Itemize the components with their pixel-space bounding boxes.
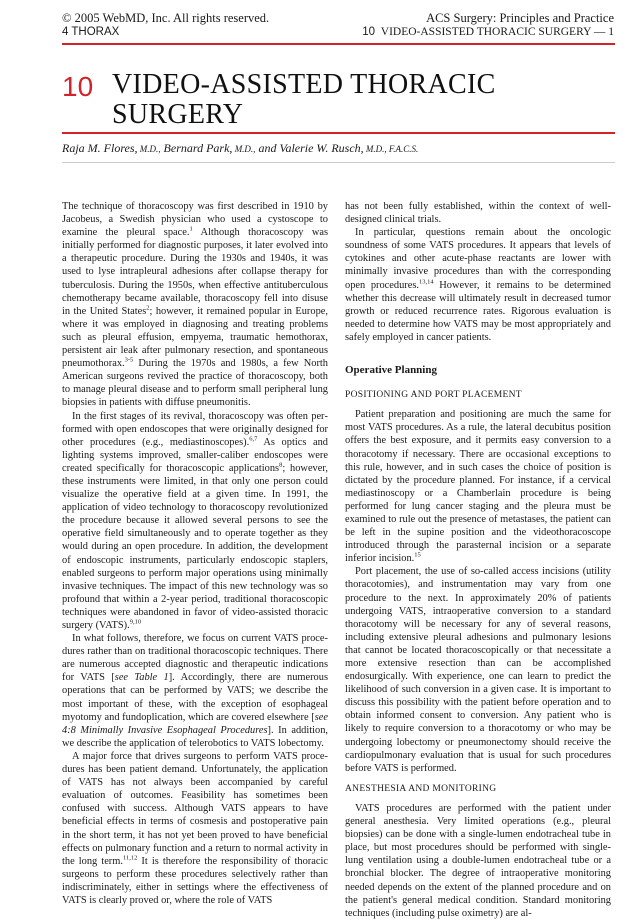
- book-title: ACS Surgery: Principles and Practice: [426, 11, 614, 25]
- paragraph: In what follows, therefore, we focus on current VATS procedures rather than on traditional thoracoscopic techniques. There are numerous accepted diagnostic and therapeutic indications for VATS [see Table 1]. Accordingly, there are numerous operations that can be performed by VATS; we describe the most important of these, with the exception of esophageal myotomy and fundoplication, which are covered elsewhere [see 4:8 Minimally Invasive Esophageal Procedures]. In addition, we describe the application of telerobotics to VATS lobectomy.: [62, 633, 328, 749]
- author-list: [62, 141, 418, 156]
- section-heading: Operative Planning: [345, 364, 437, 377]
- paragraph: VATS procedures are performed with the patient under general anesthesia. Very limited operations (e.g., pleural biopsies) can be done with a single-lumen endotracheal tube in place, but most procedures should be performed with single-lung ventilation using a double-lumen endotracheal tube or a bronchial blocker. The degree of intraoperative monitoring needed depends on the extent of the planned procedure and on the patient's general medical condition. Standard monitoring techniques (including pulse oximetry) are al-: [345, 802, 611, 919]
- chapter-reference[interactable]: see 4:8 Minimally Invasive Esophageal Procedures: [62, 711, 328, 736]
- author-name: Raja M. Flores,: [62, 141, 138, 155]
- author-degree: M.D.,: [232, 144, 256, 154]
- copyright-notice: © 2005 WebMD, Inc. All rights reserved.: [62, 11, 270, 25]
- running-chapter-title: VIDEO-ASSISTED THORACIC SURGERY — 1: [380, 26, 614, 38]
- title-rule: [62, 132, 615, 134]
- paragraph: Port placement, the use of so-called access incisions (utility thoracotomies), and instrumentation may vary from one procedure to the next. In approximately 20% of patients undergoing VATS, intraoperative conversion to a standard thoracotomy will be necessary for any of several reasons, including extensive pleural adhesions and pulmonary lesions that cannot be located thoracoscopically or that necessitate a more extensive resection than can be accomplished endosurgically. With experience, one can learn to predict the likelihood of such conversion in a given case. It is important to discuss this possibility with the patient before operation and to obtain informed consent to conversion. Any patient who is likely to require conversion to a thoracotomy or who may be undergoing lobectomy or pneumonectomy should receive the cardiopulmonary evaluation that is usual for such procedures before VATS is performed.: [345, 566, 611, 774]
- author-degree: M.D.,: [137, 144, 161, 154]
- left-column: [62, 200, 328, 907]
- running-header: [362, 25, 614, 40]
- header-rule: [62, 43, 615, 45]
- paragraph: has not been fully established, within the context of well-designed clinical trials.: [345, 201, 611, 226]
- subsection-heading: ANESTHESIA AND MONITORING: [345, 783, 497, 794]
- paragraph: In the first stages of its revival, thoracoscopy was often performed with open endoscopes that were originally designed for other procedures (e.g., mediastinoscopes).$^{6,7}$ As optics and lighting systems improved, smaller-caliber endoscopes were created specifically for thoracoscopic applications$^8$; however, these instruments were limited, in that only one person could visualize the operative field at a given time. In 1991, the application of video technology to thoracoscopy revolutionized the procedure because it allowed several persons to see the operative field simultaneously and to operate together as they would during an open procedure. In addition, the development of endoscopic instruments, particularly endoscopic staplers, enabled surgeons to perform major operations using minimally invasive techniques. The impact of this new technology was so profound that within a 2-year period, traditional thoracoscopic techniques were abandoned in favor of video-assisted thoracic surgery (VATS).$^{9,10}$: [62, 410, 329, 631]
- table-reference[interactable]: see Table 1: [114, 672, 169, 684]
- chapter-title: [112, 70, 496, 130]
- author-degree: M.D., F.A.C.S.: [363, 144, 419, 154]
- right-column: [345, 200, 611, 920]
- author-name: Bernard Park,: [160, 141, 233, 155]
- running-chapter-number: 10: [362, 26, 376, 38]
- paragraph: Patient preparation and positioning are much the same for most VATS procedures. As a rule, the lateral decubitus position offers the best exposure, and it permits easy conversion to a thoracotomy if necessary. There are occasional exceptions to this rule, however, and in such cases the choice of position is dictated by the procedure planned. For instance, if a cervical mediastinoscopy or a Chamberlain procedure is being performed for lung cancer staging and the pleura must be examined to rule out the presence of metastases, the patient can be left in the supine position and the videothoracoscope introduced through the parasternal incision or a separate inferior incision.$^{15}$: [345, 409, 611, 565]
- chapter-title-line-1: VIDEO-ASSISTED THORACIC: [112, 69, 496, 100]
- paragraph: In particular, questions remain about the oncologic soundness of some VATS procedures. It appears that levels of cytokines and other acute-phase reactants are lower with minimally invasive procedures than with the corresponding open procedures.$^{13,14}$ However, it remains to be determined whether this decrease will ultimately result in decreased tumor growth or reduced recurrence rates. Rigorous evaluation is needed to determine how VATS may be most appropriately and safely employed in cancer patients.: [345, 227, 611, 343]
- author-name: and Valerie W. Rusch,: [255, 141, 364, 155]
- chapter-number: 10: [62, 71, 94, 102]
- section-label: 4 THORAX: [62, 26, 120, 38]
- author-rule: [62, 162, 615, 163]
- subsection-heading: POSITIONING AND PORT PLACEMENT: [345, 390, 522, 401]
- paragraph: A major force that drives surgeons to perform VATS procedures has been patient demand. Unfortunately, the application of VATS has not always been accompanied by careful evaluation of outcomes. Feasibility has sometimes been confused with success. Although VATS appears to have beneficial effects in terms of cosmesis and postoperative pain in the short term, it has not yet been proved to have beneficial effects on pulmonary function and a return to normal activity in the long term.$^{11,12}$ It is therefore the responsibility of thoracic surgeons to perform these procedures selectively rather than indiscriminately, either in settings where the effectiveness of VATS is clearly proved or, where the role of VATS: [62, 750, 328, 906]
- paragraph: The technique of thoracoscopy was first described in 1910 by Jacobeus, a Swedish physician who used a cystoscope to examine the pleural space.$^1$ Although thoracoscopy was initially performed for diagnostic purposes, it later evolved into a therapeutic procedure. During the 1930s and 1940s, it was used to lyse intrapleural adhesions after collapse therapy for tuberculosis. During the 1950s, when effective antituberculous chemotherapy became available, thoracoscopy fell into disuse in the United States$^2$; however, it remained popular in Europe, where it was employed in diagnosing and treating problems such as pleural effusion, empyema, traumatic hemothorax, persistent air leak after pulmonary resection, and spontaneous pneumothorax.$^{3-5}$ During the 1970s and 1980s, a few North American surgeons revived the practice of thoracoscopy, both to manage pleural disease and to perform small peripheral lung biopsies in patients with diffuse pneumonitis.: [62, 201, 329, 409]
- chapter-title-line-2: SURGERY: [112, 99, 244, 130]
